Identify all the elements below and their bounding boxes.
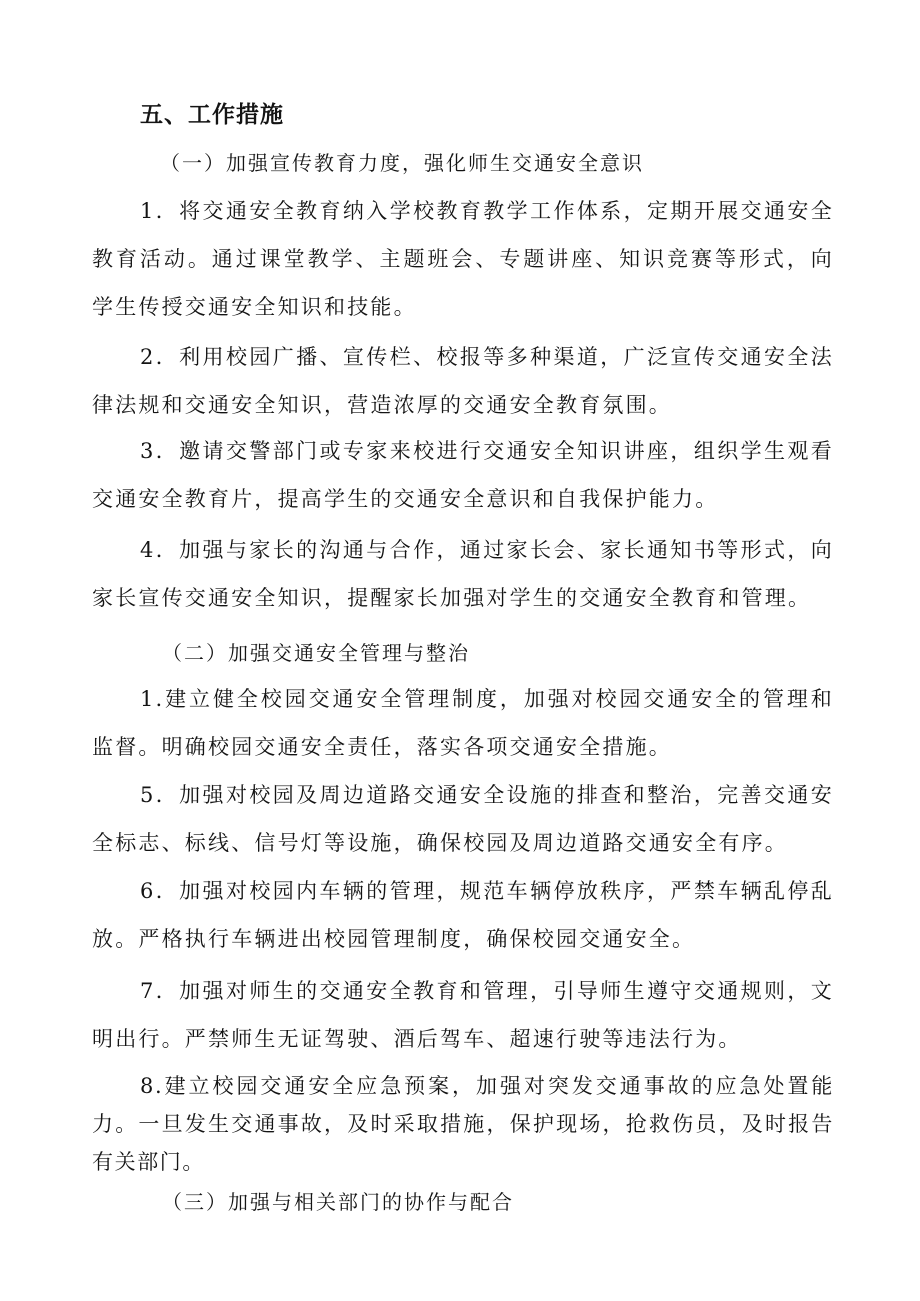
paragraph: 7．加强对师生的交通安全教育和管理，引导师生遵守交通规则，文明出行。严禁师生无证驾驶、酒后驾车、超速行驶等违法行为。 bbox=[92, 979, 834, 1051]
paragraph: 5．加强对校园及周边道路交通安全设施的排查和整治，完善交通安全标志、标线、信号灯等设施，确保校园及周边道路交通安全有序。 bbox=[92, 783, 834, 855]
paragraph: 1.建立健全校园交通安全管理制度，加强对校园交通安全的管理和监督。明确校园交通安全责任，落实各项交通安全措施。 bbox=[92, 687, 834, 759]
paragraph: 3．邀请交警部门或专家来校进行交通安全知识讲座，组织学生观看交通安全教育片，提高学生的交通安全意识和自我保护能力。 bbox=[92, 439, 834, 511]
paragraph: 8.建立校园交通安全应急预案，加强对突发交通事故的应急处置能力。一旦发生交通事故，及时采取措施，保护现场，抢救伤员，及时报告有关部门。 bbox=[92, 1074, 834, 1174]
paragraph: 1．将交通安全教育纳入学校教育教学工作体系，定期开展交通安全教育活动。通过课堂教学、主题班会、专题讲座、知识竞赛等形式，向学生传授交通安全知识和技能。 bbox=[92, 199, 834, 319]
paragraph: 4．加强与家长的沟通与合作，通过家长会、家长通知书等形式，向家长宣传交通安全知识，提醒家长加强对学生的交通安全教育和管理。 bbox=[92, 538, 834, 610]
paragraph: 2．利用校园广播、宣传栏、校报等多种渠道，广泛宣传交通安全法律法规和交通安全知识，营造浓厚的交通安全教育氛围。 bbox=[92, 345, 834, 417]
section-title: 五、工作措施 bbox=[140, 102, 284, 128]
subsection-title-1: （一）加强宣传教育力度，强化师生交通安全意识 bbox=[160, 151, 644, 175]
paragraph: 6．加强对校园内车辆的管理，规范车辆停放秩序，严禁车辆乱停乱放。严格执行车辆进出校园管理制度，确保校园交通安全。 bbox=[92, 879, 834, 951]
subsection-title-2: （二）加强交通安全管理与整治 bbox=[162, 641, 470, 665]
subsection-title-3: （三）加强与相关部门的协作与配合 bbox=[162, 1190, 514, 1214]
